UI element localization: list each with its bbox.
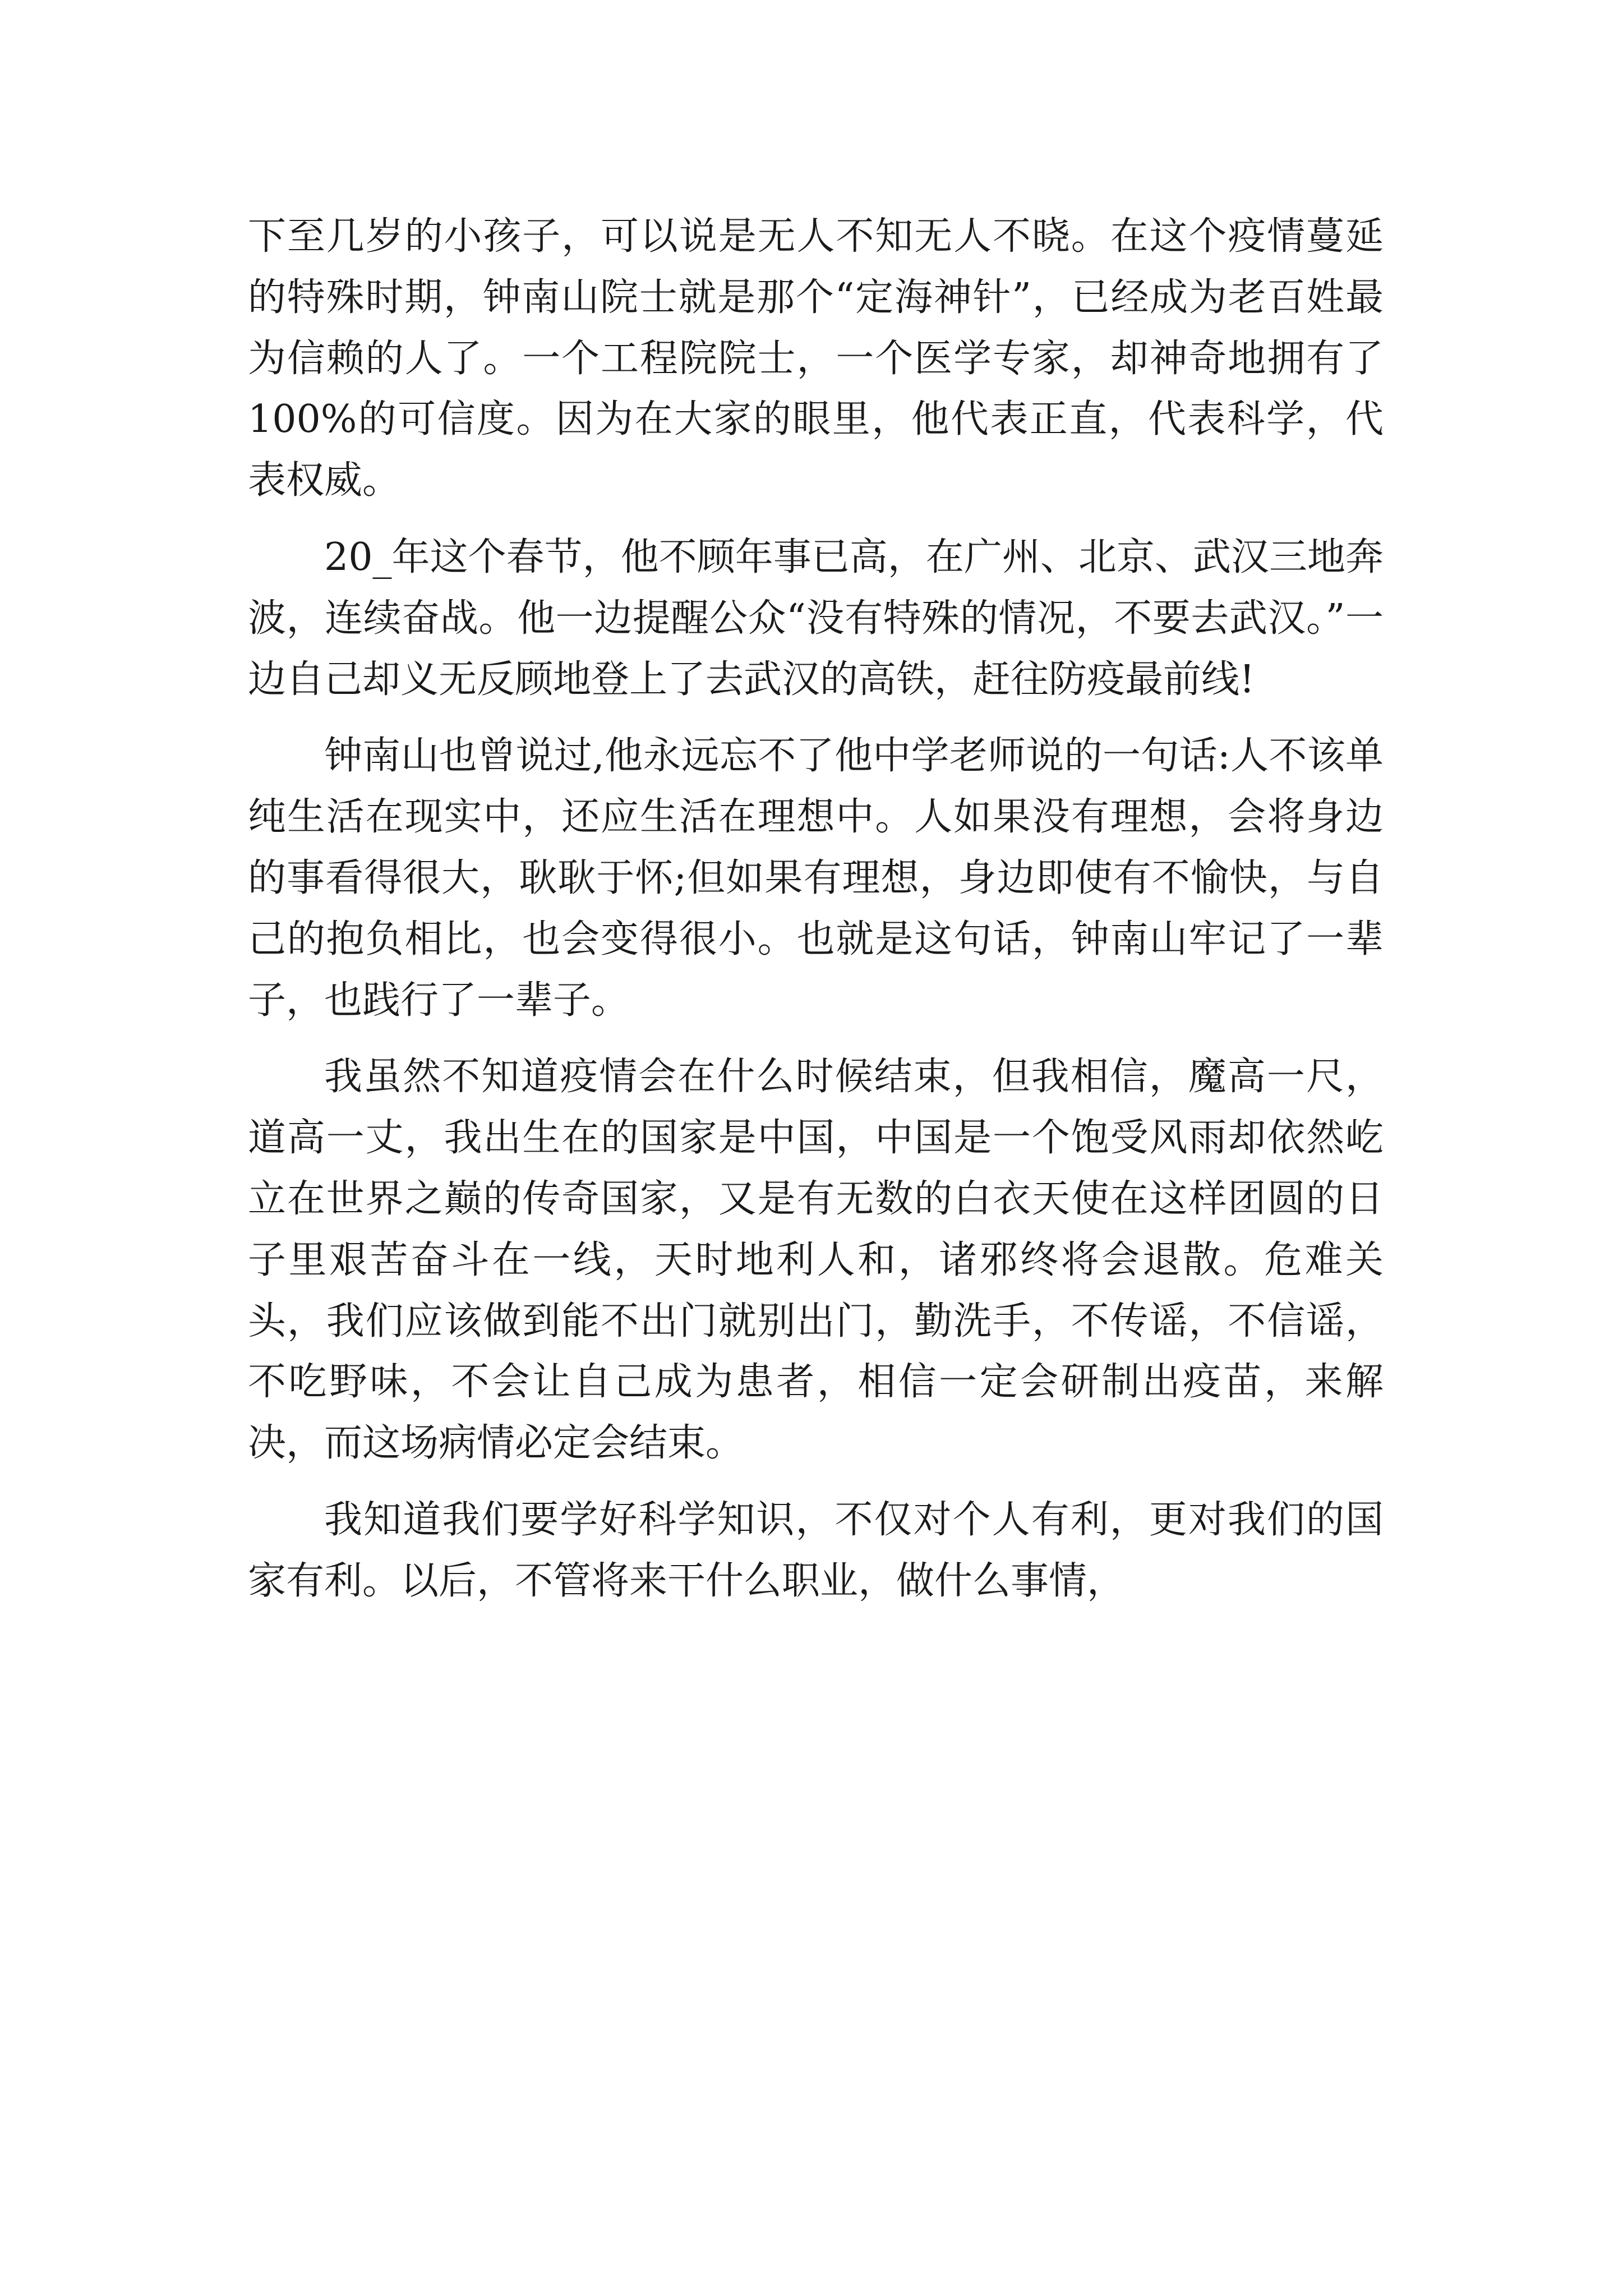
paragraph-4: 我虽然不知道疫情会在什么时候结束，但我相信，魔高一尺，道高一丈，我出生在的国家是中国，中国是一个饱受风雨却依然屹立在世界之巅的传奇国家，又是有无数的白衣天使在这样团圆的日子里艰苦奋斗在一线，天时地利人和，诸邪终将会退散。危难关头，我们应该做到能不出门就别出门，勤洗手，不传谣，不信谣，不吃野味，不会让自己成为患者，相信一定会研制出疫苗，来解决，而这场病情必定会结束。 xyxy=(248,1055,1384,1466)
paragraph-5: 我知道我们要学好科学知识，不仅对个人有利，更对我们的国家有利。以后，不管将来干什么职业，做什么事情， xyxy=(248,1497,1384,1603)
paragraph-2: 20_年这个春节，他不顾年事已高，在广州、北京、武汉三地奔波，连续奋战。他一边提醒公众“没有特殊的情况，不要去武汉。”一边自己却义无反顾地登上了去武汉的高铁，赶往防疫最前线! xyxy=(248,535,1384,702)
document-body xyxy=(248,206,1384,1628)
paragraph-3: 钟南山也曾说过,他永远忘不了他中学老师说的一句话:人不该单纯生活在现实中，还应生活在理想中。人如果没有理想，会将身边的事看得很大，耿耿于怀;但如果有理想，身边即使有不愉快，与自己的抱负相比，也会变得很小。也就是这句话，钟南山牢记了一辈子，也践行了一辈子。 xyxy=(248,734,1384,1023)
paragraph-1: 下至几岁的小孩子，可以说是无人不知无人不晓。在这个疫情蔓延的特殊时期，钟南山院士就是那个“定海神针”，已经成为老百姓最为信赖的人了。一个工程院院士，一个医学专家，却神奇地拥有了100%的可信度。因为在大家的眼里，他代表正直，代表科学，代表权威。 xyxy=(248,214,1384,503)
